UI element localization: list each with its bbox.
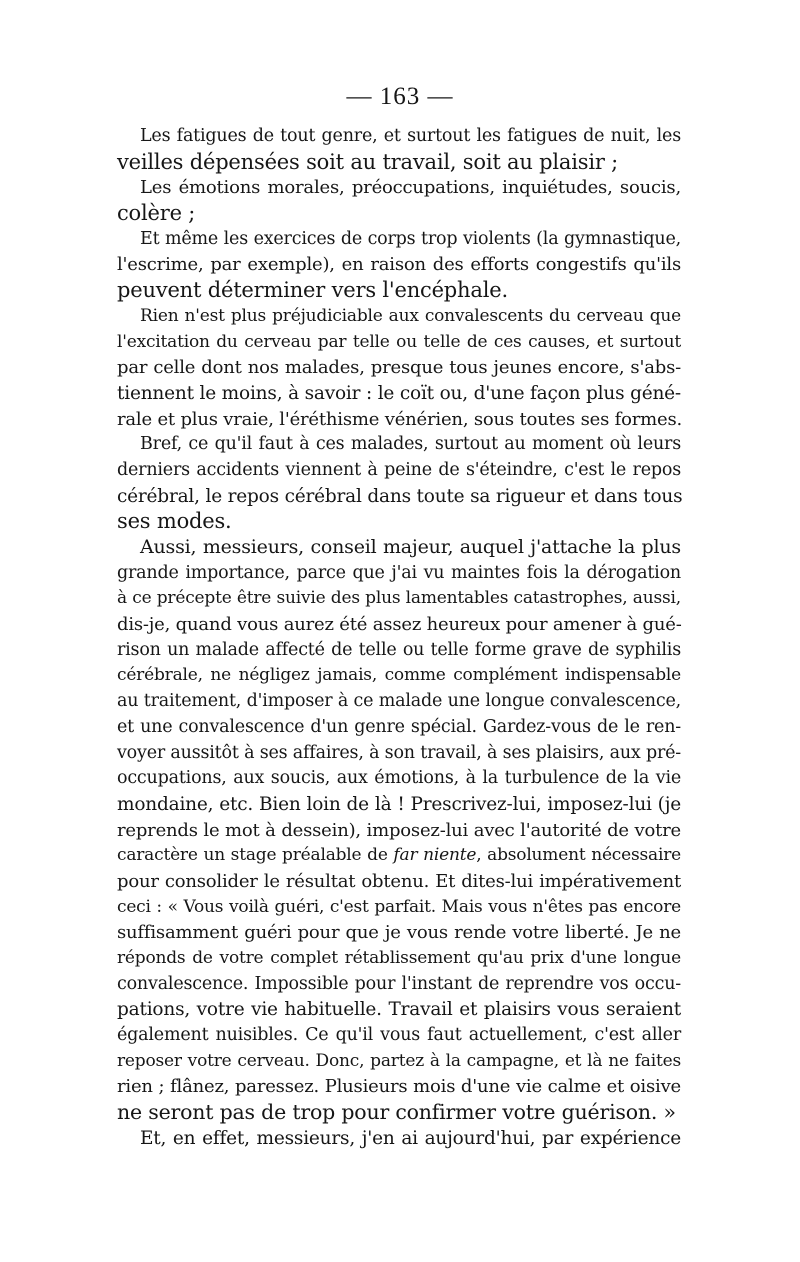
text-line: réponds de votre complet rétablissement qu'au prix d'une longue	[117, 948, 681, 968]
text-line: cérébral, le repos cérébral dans toute sa rigueur et dans tous	[117, 485, 683, 507]
text-line: reposer votre cerveau. Donc, partez à la campagne, et là ne faites	[117, 1050, 681, 1071]
text-line: mondaine, etc. Bien loin de là ! Prescrivez-lui, imposez-lui (je	[117, 793, 681, 815]
text-line: derniers accidents viennent à peine de s'éteindre, c'est le repos	[117, 459, 681, 480]
text-line: tiennent le moins, à savoir : le coït ou, d'une façon plus géné-	[117, 382, 681, 404]
text-line: rale et plus vraie, l'éréthisme vénérien, sous toutes ses formes.	[117, 408, 683, 430]
text-line: reprends le mot à dessein), imposez-lui avec l'autorité de votre	[117, 819, 681, 841]
text-line: ceci : « Vous voilà guéri, c'est parfait. Mais vous n'êtes pas encore	[117, 896, 681, 917]
text-line	[117, 843, 681, 869]
text-line: veilles dépensées soit au travail, soit au plaisir ;	[117, 149, 619, 174]
text-line: par celle dont nos malades, presque tous jeunes encore, s'abs-	[117, 357, 681, 379]
text-line: dis-je, quand vous aurez été assez heureux pour amener à gué-	[117, 614, 682, 636]
text-line: et une convalescence d'un genre spécial. Gardez-vous de le ren-	[117, 716, 681, 737]
text-line: grande importance, parce que j'ai vu maintes fois la dérogation	[117, 562, 681, 583]
text-line: voyer aussitôt à ses affaires, à son travail, à ses plaisirs, aux pré-	[117, 742, 681, 763]
text-line: pour consolider le résultat obtenu. Et dites-lui impérativement	[117, 870, 681, 892]
italic-phrase: far niente	[393, 845, 477, 866]
text-line: rison un malade affecté de telle ou telle forme grave de syphilis	[117, 639, 681, 660]
text-line: Et, en effet, messieurs, j'en ai aujourd'hui, par expérience	[140, 1127, 681, 1149]
text-line: à ce précepte être suivie des plus lamentables catastrophes, aussi,	[117, 588, 681, 609]
text-line: colère ;	[117, 201, 196, 226]
text-line: cérébrale, ne négligez jamais, comme complément indispensable	[117, 665, 681, 686]
text-line: au traitement, d'imposer à ce malade une longue convalescence,	[117, 691, 681, 712]
text-segment: caractère un stage préalable de	[117, 845, 394, 866]
text-line: convalescence. Impossible pour l'instant de reprendre vos occu-	[117, 973, 681, 994]
text-line: Et même les exercices de corps trop violents (la gymnastique,	[140, 228, 681, 249]
text-line: l'excitation du cerveau par telle ou telle de ces causes, et surtout	[117, 331, 681, 352]
text-line: Les fatigues de tout genre, et surtout les fatigues de nuit, les	[140, 126, 681, 146]
text-line: Les émotions morales, préoccupations, inquiétudes, soucis,	[140, 177, 681, 199]
text-line: Bref, ce qu'il faut à ces malades, surtout au moment où leurs	[140, 434, 681, 455]
text-segment: , absolument nécessaire	[476, 845, 681, 866]
text-line: Rien n'est plus préjudiciable aux convalescents du cerveau que	[140, 305, 681, 326]
text-line: occupations, aux soucis, aux émotions, à la turbulence de la vie	[117, 768, 681, 789]
text-line: peuvent déterminer vers l'encéphale.	[117, 278, 508, 303]
text-line: rien ; flânez, paressez. Plusieurs mois d'une vie calme et oisive	[117, 1076, 681, 1098]
text-line: Aussi, messieurs, conseil majeur, auquel j'attache la plus	[140, 536, 681, 558]
text-line: suffisamment guéri pour que je vous rende votre liberté. Je ne	[117, 922, 681, 944]
text-line: l'escrime, par exemple), en raison des efforts congestifs qu'ils	[117, 254, 681, 276]
text-line: ses modes.	[117, 509, 232, 534]
text-line: également nuisibles. Ce qu'il vous faut actuellement, c'est aller	[117, 1025, 681, 1046]
page-number: — 163 —	[346, 83, 454, 110]
text-line: ne seront pas de trop pour confirmer votre guérison. »	[117, 1100, 676, 1125]
text-line: pations, votre vie habituelle. Travail et plaisirs vous seraient	[117, 999, 681, 1021]
body-text	[117, 124, 681, 1152]
